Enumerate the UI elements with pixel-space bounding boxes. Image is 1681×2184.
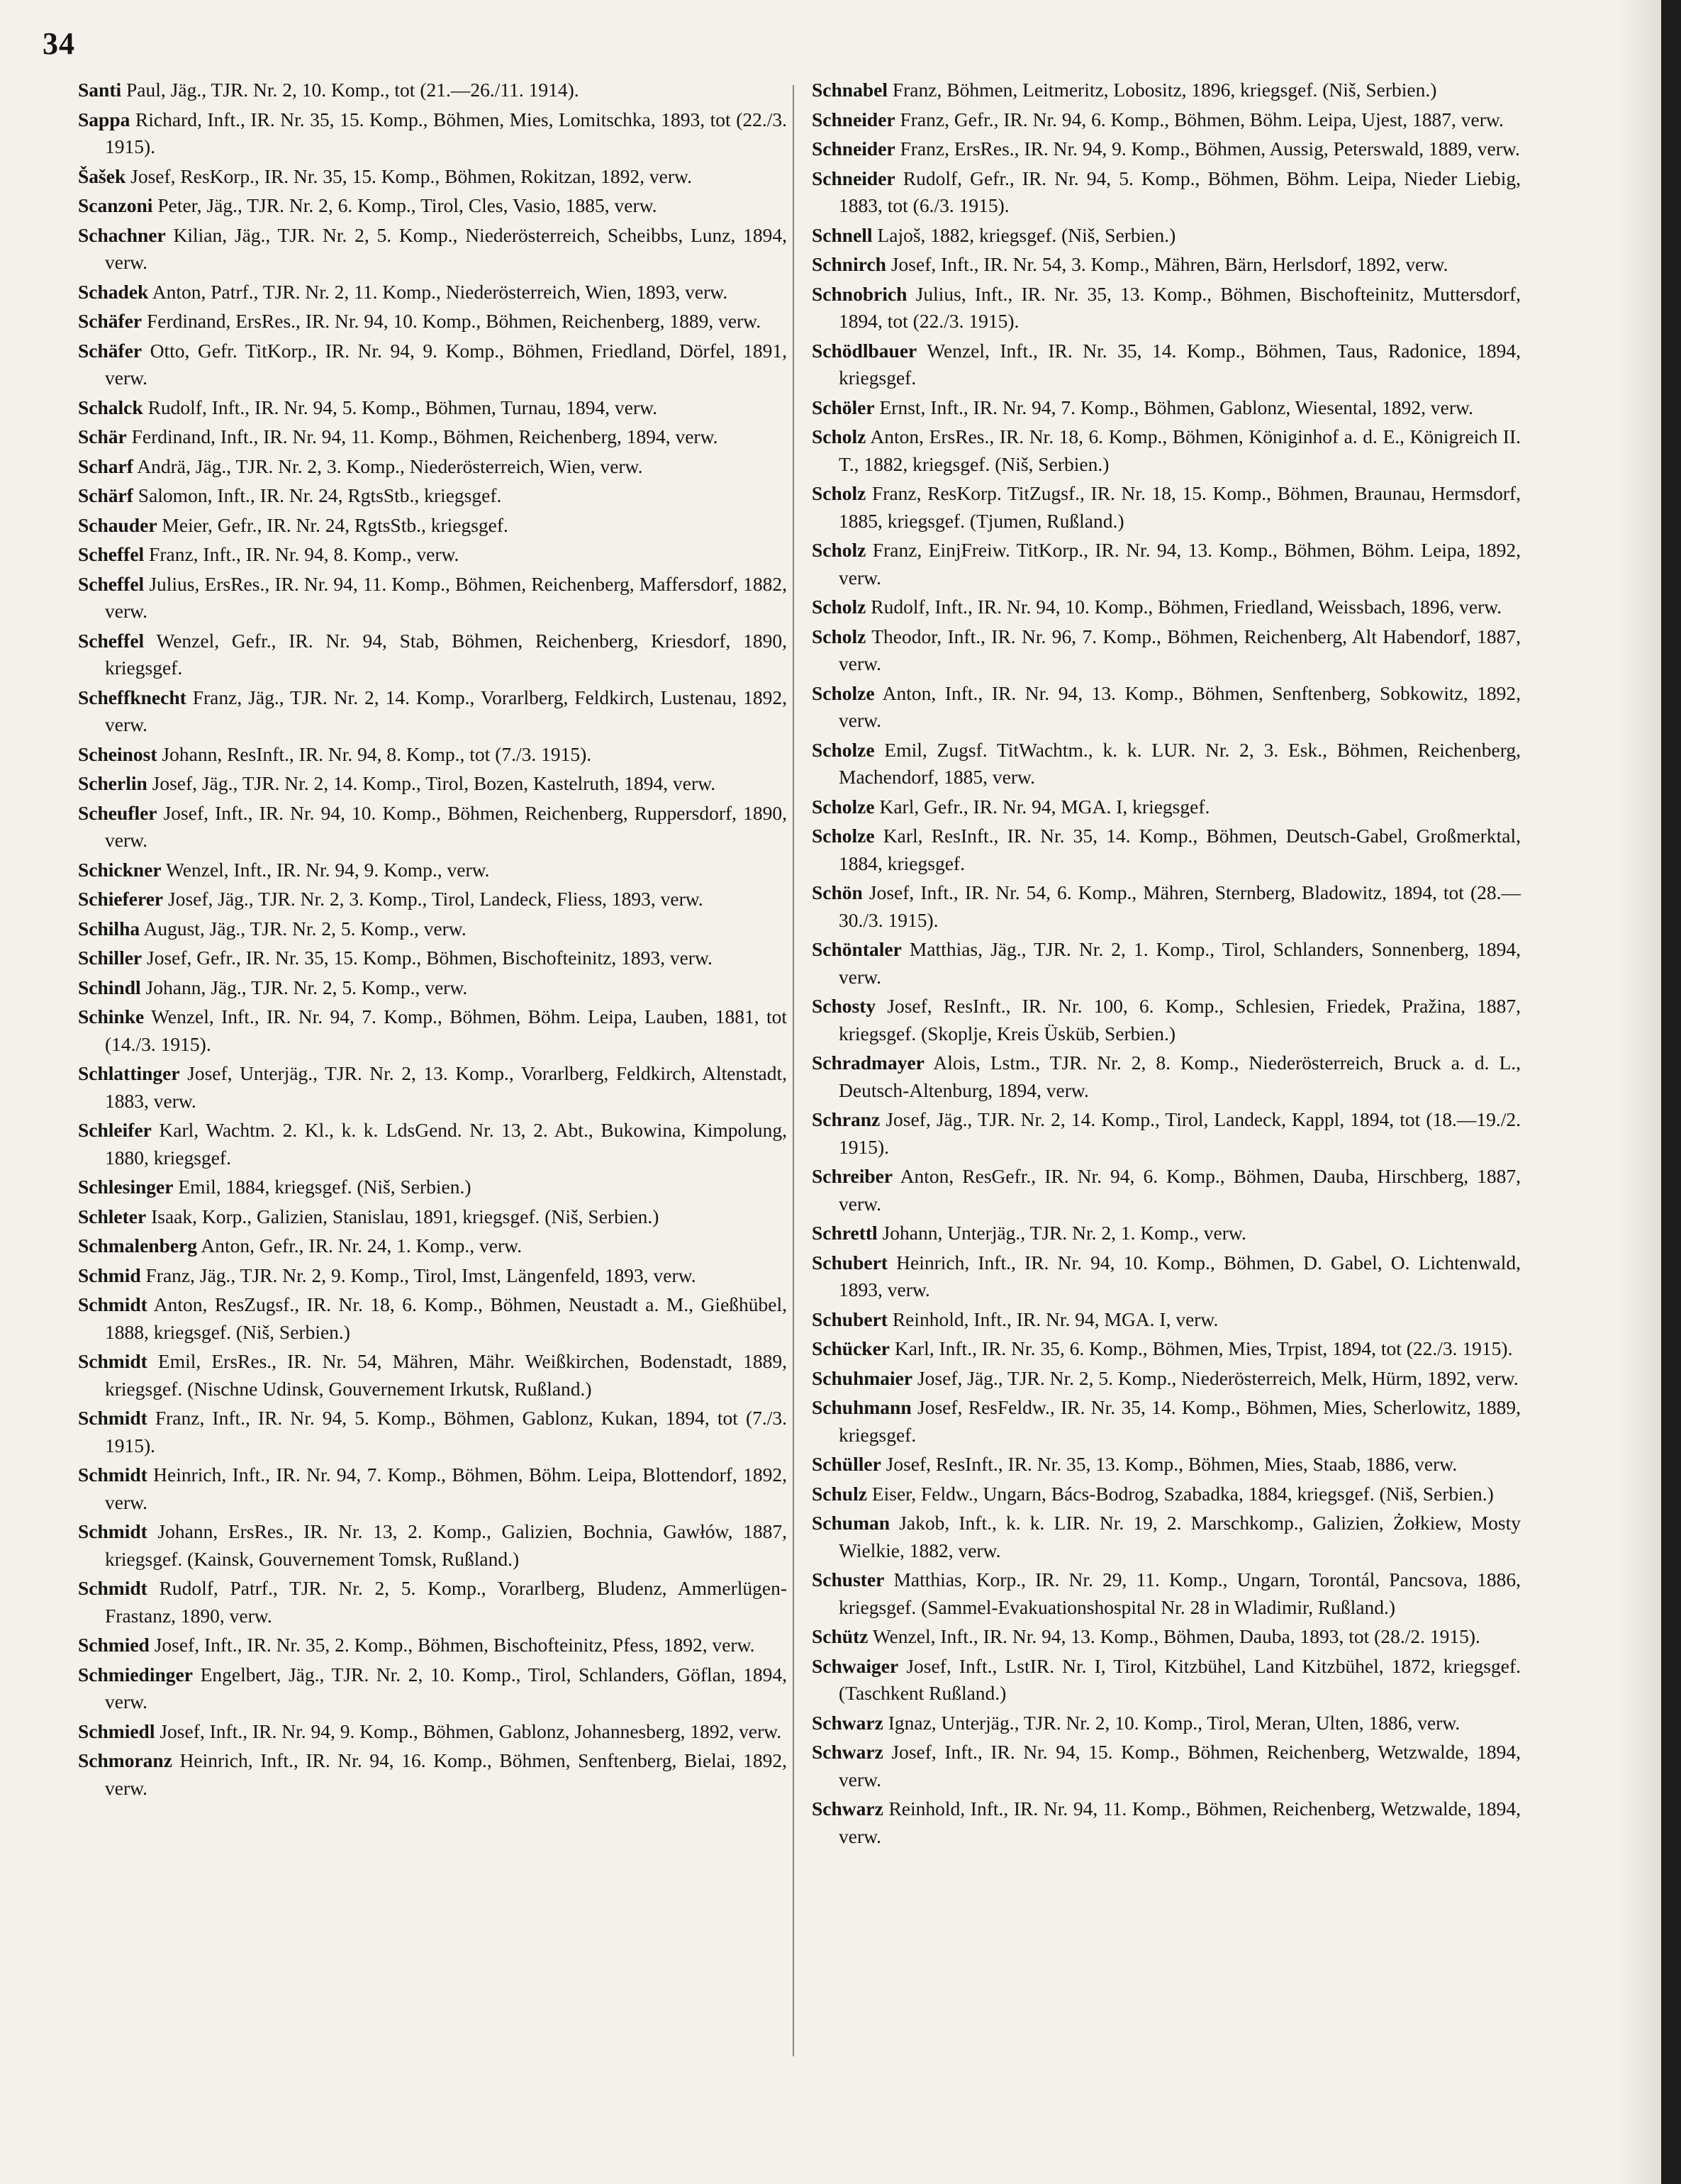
left-column [78,77,787,1804]
list-entry [78,915,787,943]
entry-details: Heinrich, Inft., IR. Nr. 94, 16. Komp., Böhmen, Senftenberg, Bielai, 1892, verw. [105,1749,788,1799]
entry-details: Josef, Inft., IR. Nr. 94, 9. Komp., Böhmen, Gablonz, Johannesberg, 1892, verw. [160,1720,782,1742]
list-entry [78,628,787,682]
entry-details: Emil, Zugsf. TitWachtm., k. k. LUR. Nr. 2, 3. Esk., Böhmen, Reichenberg, Machendorf, 1885, verw. [839,738,1521,788]
entry-surname: Schnirch [812,253,886,275]
list-entry [812,1451,1521,1478]
entry-surname: Schrettl [812,1222,878,1244]
list-entry [812,680,1521,735]
entry-details: Wenzel, Inft., IR. Nr. 94, 13. Komp., Böhmen, Dauba, 1893, tot (28./2. 1915). [872,1625,1480,1647]
list-entry [812,737,1521,791]
entry-surname: Schubert [812,1308,888,1330]
entry-surname: Schneider [812,138,895,160]
entry-details: Anton, Inft., IR. Nr. 94, 13. Komp., Böhmen, Senftenberg, Sobkowitz, 1892, verw. [839,681,1521,731]
entry-surname: Schär [78,425,127,447]
list-entry [812,1566,1521,1621]
entry-surname: Schmalenberg [78,1235,198,1257]
entry-surname: Schücker [812,1337,890,1359]
entry-surname: Schüller [812,1453,881,1475]
list-entry [78,571,787,625]
entry-surname: Schradmayer [812,1052,925,1074]
entry-details: Ernst, Inft., IR. Nr. 94, 7. Komp., Böhmen, Gablonz, Wiesental, 1892, verw. [879,396,1473,418]
column-divider [793,85,794,2056]
entry-details: Franz, Böhmen, Leitmeritz, Lobositz, 1896, kriegsgef. (Niš, Serbien.) [892,79,1437,101]
entry-surname: Scharf [78,455,133,477]
entry-details: Theodor, Inft., IR. Nr. 96, 7. Komp., Böhmen, Reichenberg, Alt Habendorf, 1887, verw. [839,625,1521,674]
list-entry [812,1365,1521,1393]
entry-details: Franz, Inft., IR. Nr. 94, 5. Komp., Böhmen, Gablonz, Kukan, 1894, tot (7./3. 1915). [105,1407,787,1456]
entry-details: Josef, Inft., IR. Nr. 94, 15. Komp., Böhmen, Reichenberg, Wetzwalde, 1894, verw. [839,1741,1521,1790]
entry-surname: Schmidt [78,1350,147,1372]
list-entry [78,482,787,510]
list-entry [812,1653,1521,1707]
entry-details: Reinhold, Inft., IR. Nr. 94, MGA. I, verw. [892,1308,1219,1330]
entry-details: Julius, ErsRes., IR. Nr. 94, 11. Komp., Böhmen, Reichenberg, Maffersdorf, 1882, verw. [105,572,788,622]
list-entry [78,222,787,277]
list-entry [812,1106,1521,1161]
list-entry [78,1661,787,1716]
entry-surname: Scholze [812,795,875,818]
entry-surname: Schuster [812,1569,885,1590]
list-entry [812,623,1521,678]
entry-details: Karl, Gefr., IR. Nr. 94, MGA. I, kriegsgef. [879,795,1210,818]
entry-details: Andrä, Jäg., TJR. Nr. 2, 3. Komp., Niederösterreich, Wien, verw. [137,455,643,477]
entry-surname: Santi [78,79,122,101]
entry-details: Anton, Patrf., TJR. Nr. 2, 11. Komp., Niederösterreich, Wien, 1893, verw. [152,280,728,303]
list-entry [78,1174,787,1201]
entry-details: Alois, Lstm., TJR. Nr. 2, 8. Komp., Niederösterreich, Bruck a. d. L., Deutsch-Altenburg, 1894, verw. [839,1052,1521,1101]
list-entry [78,800,787,854]
list-entry [812,423,1521,478]
entry-details: Karl, Wachtm. 2. Kl., k. k. LdsGend. Nr. 13, 2. Abt., Bukowina, Kimpolung, 1880, kriegsgef. [105,1119,787,1169]
entry-details: Josef, Inft., IR. Nr. 54, 6. Komp., Mähren, Sternberg, Bladowitz, 1894, tot (28.—30./3. 1915). [839,881,1521,931]
list-entry [78,106,787,161]
list-entry [78,308,787,335]
list-entry [78,77,787,104]
entry-details: Jakob, Inft., k. k. LIR. Nr. 19, 2. Marschkomp., Galizien, Żołkiew, Mosty Wielkie, 1882, verw. [839,1512,1521,1561]
list-entry [812,1306,1521,1334]
entry-details: Josef, ResKorp., IR. Nr. 35, 15. Komp., Böhmen, Rokitzan, 1892, verw. [130,165,692,187]
entry-details: Josef, Jäg., TJR. Nr. 2, 14. Komp., Tirol, Landeck, Kappl, 1894, tot (18.—19./2. 1915). [839,1108,1521,1158]
entry-details: Franz, EinjFreiw. TitKorp., IR. Nr. 94, 13. Komp., Böhmen, Böhm. Leipa, 1892, verw. [839,539,1521,589]
entry-surname: Scholze [812,825,875,847]
entry-details: Johann, Unterjäg., TJR. Nr. 2, 1. Komp., verw. [882,1222,1246,1244]
list-entry [812,823,1521,877]
entry-surname: Scheffknecht [78,686,186,708]
list-entry [78,279,787,306]
entry-surname: Schütz [812,1625,869,1647]
list-entry [812,936,1521,991]
list-entry [812,793,1521,821]
entry-surname: Schärf [78,484,133,506]
list-entry [812,1220,1521,1247]
entry-details: Wenzel, Inft., IR. Nr. 94, 9. Komp., verw. [166,858,490,881]
entry-details: Wenzel, Inft., IR. Nr. 94, 7. Komp., Böhmen, Böhm. Leipa, Lauben, 1881, tot (14./3. 1915). [105,1005,787,1055]
entry-surname: Schieferer [78,888,164,910]
entry-details: Ferdinand, Inft., IR. Nr. 94, 11. Komp., Böhmen, Reichenberg, 1894, verw. [131,425,718,447]
entry-details: Josef, Gefr., IR. Nr. 35, 15. Komp., Böhmen, Bischofteinitz, 1893, verw. [147,947,713,969]
list-entry [78,1003,787,1058]
entry-surname: Scheffel [78,543,145,565]
entry-surname: Schmoranz [78,1749,172,1771]
list-entry [812,165,1521,220]
list-entry [812,1481,1521,1508]
entry-details: Matthias, Korp., IR. Nr. 29, 11. Komp., Ungarn, Torontál, Pancsova, 1886, kriegsgef. (Sammel-Evakuationshospital Nr. 28 in Wladimir, Rußland.) [839,1569,1521,1618]
list-entry [78,1060,787,1115]
entry-details: Isaak, Korp., Galizien, Stanislau, 1891, kriegsgef. (Niš, Serbien.) [151,1205,659,1227]
list-entry [78,1461,787,1516]
entry-surname: Schindl [78,976,141,998]
entry-details: Rudolf, Inft., IR. Nr. 94, 5. Komp., Böhmen, Turnau, 1894, verw. [147,396,658,418]
entry-details: Wenzel, Gefr., IR. Nr. 94, Stab, Böhmen, Reichenberg, Kriesdorf, 1890, kriegsgef. [105,629,787,679]
entry-surname: Scheffel [78,572,145,595]
entry-surname: Schnabel [812,79,888,101]
entry-surname: Schleter [78,1205,147,1227]
entry-surname: Schauder [78,513,157,536]
list-entry [78,741,787,769]
entry-details: Meier, Gefr., IR. Nr. 24, RgtsStb., kriegsgef. [162,513,508,536]
list-entry [812,394,1521,422]
entry-details: Karl, Inft., IR. Nr. 35, 6. Komp., Böhmen, Mies, Trpist, 1894, tot (22./3. 1915). [894,1337,1513,1359]
entry-surname: Schmid [78,1264,141,1286]
entry-surname: Scherlin [78,772,147,794]
entry-surname: Schuhmann [812,1396,912,1418]
entry-surname: Schmied [78,1634,150,1656]
entry-surname: Scholze [812,738,875,761]
entry-details: Anton, ResZugsf., IR. Nr. 18, 6. Komp., Böhmen, Neustadt a. M., Gießhübel, 1888, kriegsgef. (Niš, Serbien.) [105,1293,787,1343]
entry-surname: Schäfer [78,339,143,362]
entry-surname: Schlesinger [78,1176,174,1198]
entry-surname: Schinke [78,1005,145,1027]
list-entry [812,1163,1521,1218]
list-entry [78,1747,787,1802]
entry-surname: Schmidt [78,1577,147,1599]
list-entry [78,1232,787,1260]
entry-details: Josef, ResFeldw., IR. Nr. 35, 14. Komp., Böhmen, Mies, Scherlowitz, 1889, kriegsgef. [839,1396,1521,1446]
list-entry [812,537,1521,591]
entry-details: Rudolf, Gefr., IR. Nr. 94, 5. Komp., Böhmen, Böhm. Leipa, Nieder Liebig, 1883, tot (6./3. 1915). [839,167,1521,216]
entry-surname: Schmidt [78,1520,147,1542]
entry-surname: Schickner [78,858,162,881]
list-entry [78,1405,787,1459]
entry-details: Josef, Jäg., TJR. Nr. 2, 5. Komp., Niederösterreich, Melk, Hürm, 1892, verw. [917,1366,1519,1389]
entry-surname: Schachner [78,223,166,246]
entry-surname: Schulz [812,1482,867,1505]
list-entry [78,1718,787,1746]
entry-details: Otto, Gefr. TitKorp., IR. Nr. 94, 9. Komp., Böhmen, Friedland, Dörfel, 1891, verw. [105,339,787,389]
entry-details: Anton, ResGefr., IR. Nr. 94, 6. Komp., Böhmen, Dauba, Hirschberg, 1887, verw. [839,1165,1521,1215]
entry-surname: Schilha [78,917,140,940]
entry-surname: Sappa [78,108,130,130]
list-entry [812,1623,1521,1651]
entry-surname: Schnobrich [812,282,907,305]
list-entry [812,1739,1521,1793]
list-entry [78,453,787,481]
entry-details: Josef, Jäg., TJR. Nr. 2, 3. Komp., Tirol, Landeck, Fliess, 1893, verw. [168,888,703,910]
entry-surname: Scheinost [78,742,157,765]
entry-details: Josef, ResInft., IR. Nr. 100, 6. Komp., Schlesien, Friedek, Pražina, 1887, kriegsgef. (Skoplje, Kreis Üsküb, Serbien.) [839,995,1521,1044]
entry-surname: Schneider [812,108,895,130]
list-entry [78,1575,787,1629]
list-entry [78,974,787,1002]
entry-details: August, Jäg., TJR. Nr. 2, 5. Komp., verw. [143,917,467,940]
entry-details: Josef, Jäg., TJR. Nr. 2, 14. Komp., Tirol, Bozen, Kastelruth, 1894, verw. [152,772,716,794]
entry-details: Eiser, Feldw., Ungarn, Bács-Bodrog, Szabadka, 1884, kriegsgef. (Niš, Serbien.) [871,1482,1494,1505]
entry-surname: Schwarz [812,1711,883,1734]
entry-details: Josef, ResInft., IR. Nr. 35, 13. Komp., Böhmen, Mies, Staab, 1886, verw. [886,1453,1458,1475]
entry-surname: Schranz [812,1108,881,1130]
entry-surname: Schödlbauer [812,339,917,362]
list-entry [812,1249,1521,1304]
entry-surname: Šašek [78,165,126,187]
entry-surname: Schuhmaier [812,1366,913,1389]
entry-details: Wenzel, Inft., IR. Nr. 35, 14. Komp., Böhmen, Taus, Radonice, 1894, kriegsgef. [839,339,1521,389]
entry-details: Kilian, Jäg., TJR. Nr. 2, 5. Komp., Niederösterreich, Scheibbs, Lunz, 1894, verw. [105,223,788,273]
list-entry [812,594,1521,621]
entry-details: Peter, Jäg., TJR. Nr. 2, 6. Komp., Tirol, Cles, Vasio, 1885, verw. [157,194,657,216]
entry-details: Franz, Jäg., TJR. Nr. 2, 9. Komp., Tirol, Imst, Längenfeld, 1893, verw. [145,1264,696,1286]
list-entry [78,541,787,569]
entry-details: Ferdinand, ErsRes., IR. Nr. 94, 10. Komp., Böhmen, Reichenberg, 1889, verw. [147,310,761,332]
entry-details: Franz, Inft., IR. Nr. 94, 8. Komp., verw. [149,543,459,565]
entry-details: Franz, Jäg., TJR. Nr. 2, 14. Komp., Vorarlberg, Feldkirch, Lustenau, 1892, verw. [105,686,787,735]
entry-surname: Scheffel [78,629,145,652]
entry-surname: Schmidt [78,1293,147,1315]
list-entry [812,993,1521,1047]
page-number: 34 [43,26,75,61]
list-entry [812,1049,1521,1104]
list-entry [812,1795,1521,1850]
list-entry [78,1262,787,1290]
entry-details: Josef, Inft., IR. Nr. 35, 2. Komp., Böhmen, Bischofteinitz, Pfess, 1892, verw. [154,1634,755,1656]
entry-details: Emil, 1884, kriegsgef. (Niš, Serbien.) [178,1176,471,1198]
entry-surname: Schmidt [78,1464,147,1486]
entry-surname: Schosty [812,995,876,1017]
list-entry [812,480,1521,535]
entry-surname: Schuman [812,1512,890,1534]
entry-surname: Schöler [812,396,875,418]
list-entry [78,338,787,392]
list-entry [812,338,1521,392]
entry-surname: Schleifer [78,1119,152,1141]
entry-details: Franz, Gefr., IR. Nr. 94, 6. Komp., Böhmen, Böhm. Leipa, Ujest, 1887, verw. [900,108,1504,130]
list-entry [812,106,1521,134]
entry-details: Anton, ErsRes., IR. Nr. 18, 6. Komp., Böhmen, Königinhof a. d. E., Königreich II. T., 1882, kriegsgef. (Niš, Serbien.) [839,425,1521,475]
entry-details: Heinrich, Inft., IR. Nr. 94, 7. Komp., Böhmen, Böhm. Leipa, Blottendorf, 1892, verw. [105,1464,787,1513]
entry-surname: Schön [812,881,863,903]
entry-surname: Schmiedinger [78,1663,193,1686]
entry-surname: Schubert [812,1251,888,1274]
list-entry [812,1394,1521,1449]
list-entry [78,945,787,972]
entry-details: Rudolf, Patrf., TJR. Nr. 2, 5. Komp., Vorarlberg, Bludenz, Ammerlügen-Frastanz, 1890, verw. [105,1577,787,1627]
entry-surname: Scheufler [78,801,157,824]
entry-surname: Schwarz [812,1741,883,1763]
entry-surname: Scholz [812,625,866,647]
entry-details: Anton, Gefr., IR. Nr. 24, 1. Komp., verw. [201,1235,523,1257]
list-entry [78,423,787,451]
entry-surname: Schreiber [812,1165,893,1187]
entry-details: Johann, ErsRes., IR. Nr. 13, 2. Komp., Galizien, Bochnia, Gawłów, 1887, kriegsgef. (Kainsk, Gouvernement Tomsk, Rußland.) [105,1520,788,1570]
list-entry [78,512,787,540]
list-entry [78,857,787,884]
entry-details: Josef, Inft., IR. Nr. 94, 10. Komp., Böhmen, Reichenberg, Ruppersdorf, 1890, verw. [105,801,787,851]
entry-details: Julius, Inft., IR. Nr. 35, 13. Komp., Böhmen, Bischofteinitz, Muttersdorf, 1894, tot (22./3. 1915). [839,282,1521,332]
entry-details: Johann, Jäg., TJR. Nr. 2, 5. Komp., verw. [145,976,468,998]
list-entry [78,684,787,739]
entry-details: Franz, ResKorp. TitZugsf., IR. Nr. 18, 15. Komp., Böhmen, Braunau, Hermsdorf, 1885, kriegsgef. (Tjumen, Rußland.) [839,482,1521,532]
entry-details: Salomon, Inft., IR. Nr. 24, RgtsStb., kriegsgef. [138,484,502,506]
list-entry [78,163,787,191]
list-entry [78,1518,787,1573]
entry-details: Emil, ErsRes., IR. Nr. 54, Mähren, Mähr. Weißkirchen, Bodenstadt, 1889, kriegsgef. (Nischne Udinsk, Gouvernement Irkutsk, Rußland.) [105,1350,787,1400]
right-column [812,77,1521,1852]
entry-details: Johann, ResInft., IR. Nr. 94, 8. Komp., tot (7./3. 1915). [162,742,592,765]
entry-surname: Scholz [812,539,866,561]
entry-details: Heinrich, Inft., IR. Nr. 94, 10. Komp., Böhmen, D. Gabel, O. Lichtenwald, 1893, verw. [839,1251,1521,1300]
page-edge [1661,0,1681,2184]
list-entry [78,192,787,220]
list-entry [812,281,1521,335]
entry-surname: Schwaiger [812,1654,899,1677]
entry-surname: Schwarz [812,1798,883,1820]
list-entry [78,770,787,798]
entry-surname: Schmiedl [78,1720,155,1742]
entry-surname: Scanzoni [78,194,153,216]
entry-details: Ignaz, Unterjäg., TJR. Nr. 2, 10. Komp., Tirol, Meran, Ulten, 1886, verw. [888,1711,1461,1734]
list-entry [812,1335,1521,1363]
list-entry [78,1348,787,1403]
list-entry [812,135,1521,163]
entry-surname: Scholze [812,681,875,704]
entry-details: Paul, Jäg., TJR. Nr. 2, 10. Komp., tot (21.—26./11. 1914). [126,79,579,101]
list-entry [78,1291,787,1346]
list-entry [78,886,787,913]
entry-details: Lajoš, 1882, kriegsgef. (Niš, Serbien.) [877,223,1176,246]
entry-surname: Schöntaler [812,938,902,960]
list-entry [812,1510,1521,1564]
list-entry [812,251,1521,279]
list-entry [78,1203,787,1231]
entry-details: Karl, ResInft., IR. Nr. 35, 14. Komp., Böhmen, Deutsch-Gabel, Großmerktal, 1884, kriegsgef. [839,825,1521,874]
entry-surname: Scholz [812,482,866,504]
entry-surname: Scholz [812,425,866,447]
entry-surname: Schalck [78,396,143,418]
list-entry [812,879,1521,934]
entry-surname: Schadek [78,280,149,303]
entry-surname: Schlattinger [78,1062,180,1084]
list-entry [78,1632,787,1659]
entry-surname: Schnell [812,223,873,246]
entry-details: Josef, Inft., IR. Nr. 54, 3. Komp., Mähren, Bärn, Herlsdorf, 1892, verw. [890,253,1448,275]
entry-surname: Schäfer [78,310,143,332]
list-entry [78,394,787,422]
entry-surname: Schmidt [78,1407,147,1429]
list-entry [812,222,1521,250]
page-gutter-shade [1619,0,1661,2184]
entry-surname: Scholz [812,596,866,618]
list-entry [812,77,1521,104]
list-entry [812,1710,1521,1737]
entry-details: Engelbert, Jäg., TJR. Nr. 2, 10. Komp., Tirol, Schlanders, Göflan, 1894, verw. [105,1663,788,1712]
entry-details: Rudolf, Inft., IR. Nr. 94, 10. Komp., Böhmen, Friedland, Weissbach, 1896, verw. [871,596,1502,618]
list-entry [78,1117,787,1171]
entry-details: Josef, Unterjäg., TJR. Nr. 2, 13. Komp., Vorarlberg, Feldkirch, Altenstadt, 1883, verw. [105,1062,787,1112]
entry-details: Franz, ErsRes., IR. Nr. 94, 9. Komp., Böhmen, Aussig, Peterswald, 1889, verw. [900,138,1520,160]
entry-surname: Schiller [78,947,143,969]
entry-surname: Schneider [812,167,895,189]
entry-details: Matthias, Jäg., TJR. Nr. 2, 1. Komp., Tirol, Schlanders, Sonnenberg, 1894, verw. [839,938,1521,988]
entry-details: Reinhold, Inft., IR. Nr. 94, 11. Komp., Böhmen, Reichenberg, Wetzwalde, 1894, verw. [839,1798,1521,1847]
entry-details: Josef, Inft., LstIR. Nr. I, Tirol, Kitzbühel, Land Kitzbühel, 1872, kriegsgef. (Taschkent Rußland.) [839,1654,1521,1704]
entry-details: Richard, Inft., IR. Nr. 35, 15. Komp., Böhmen, Mies, Lomitschka, 1893, tot (22./3. 1915). [105,108,788,157]
